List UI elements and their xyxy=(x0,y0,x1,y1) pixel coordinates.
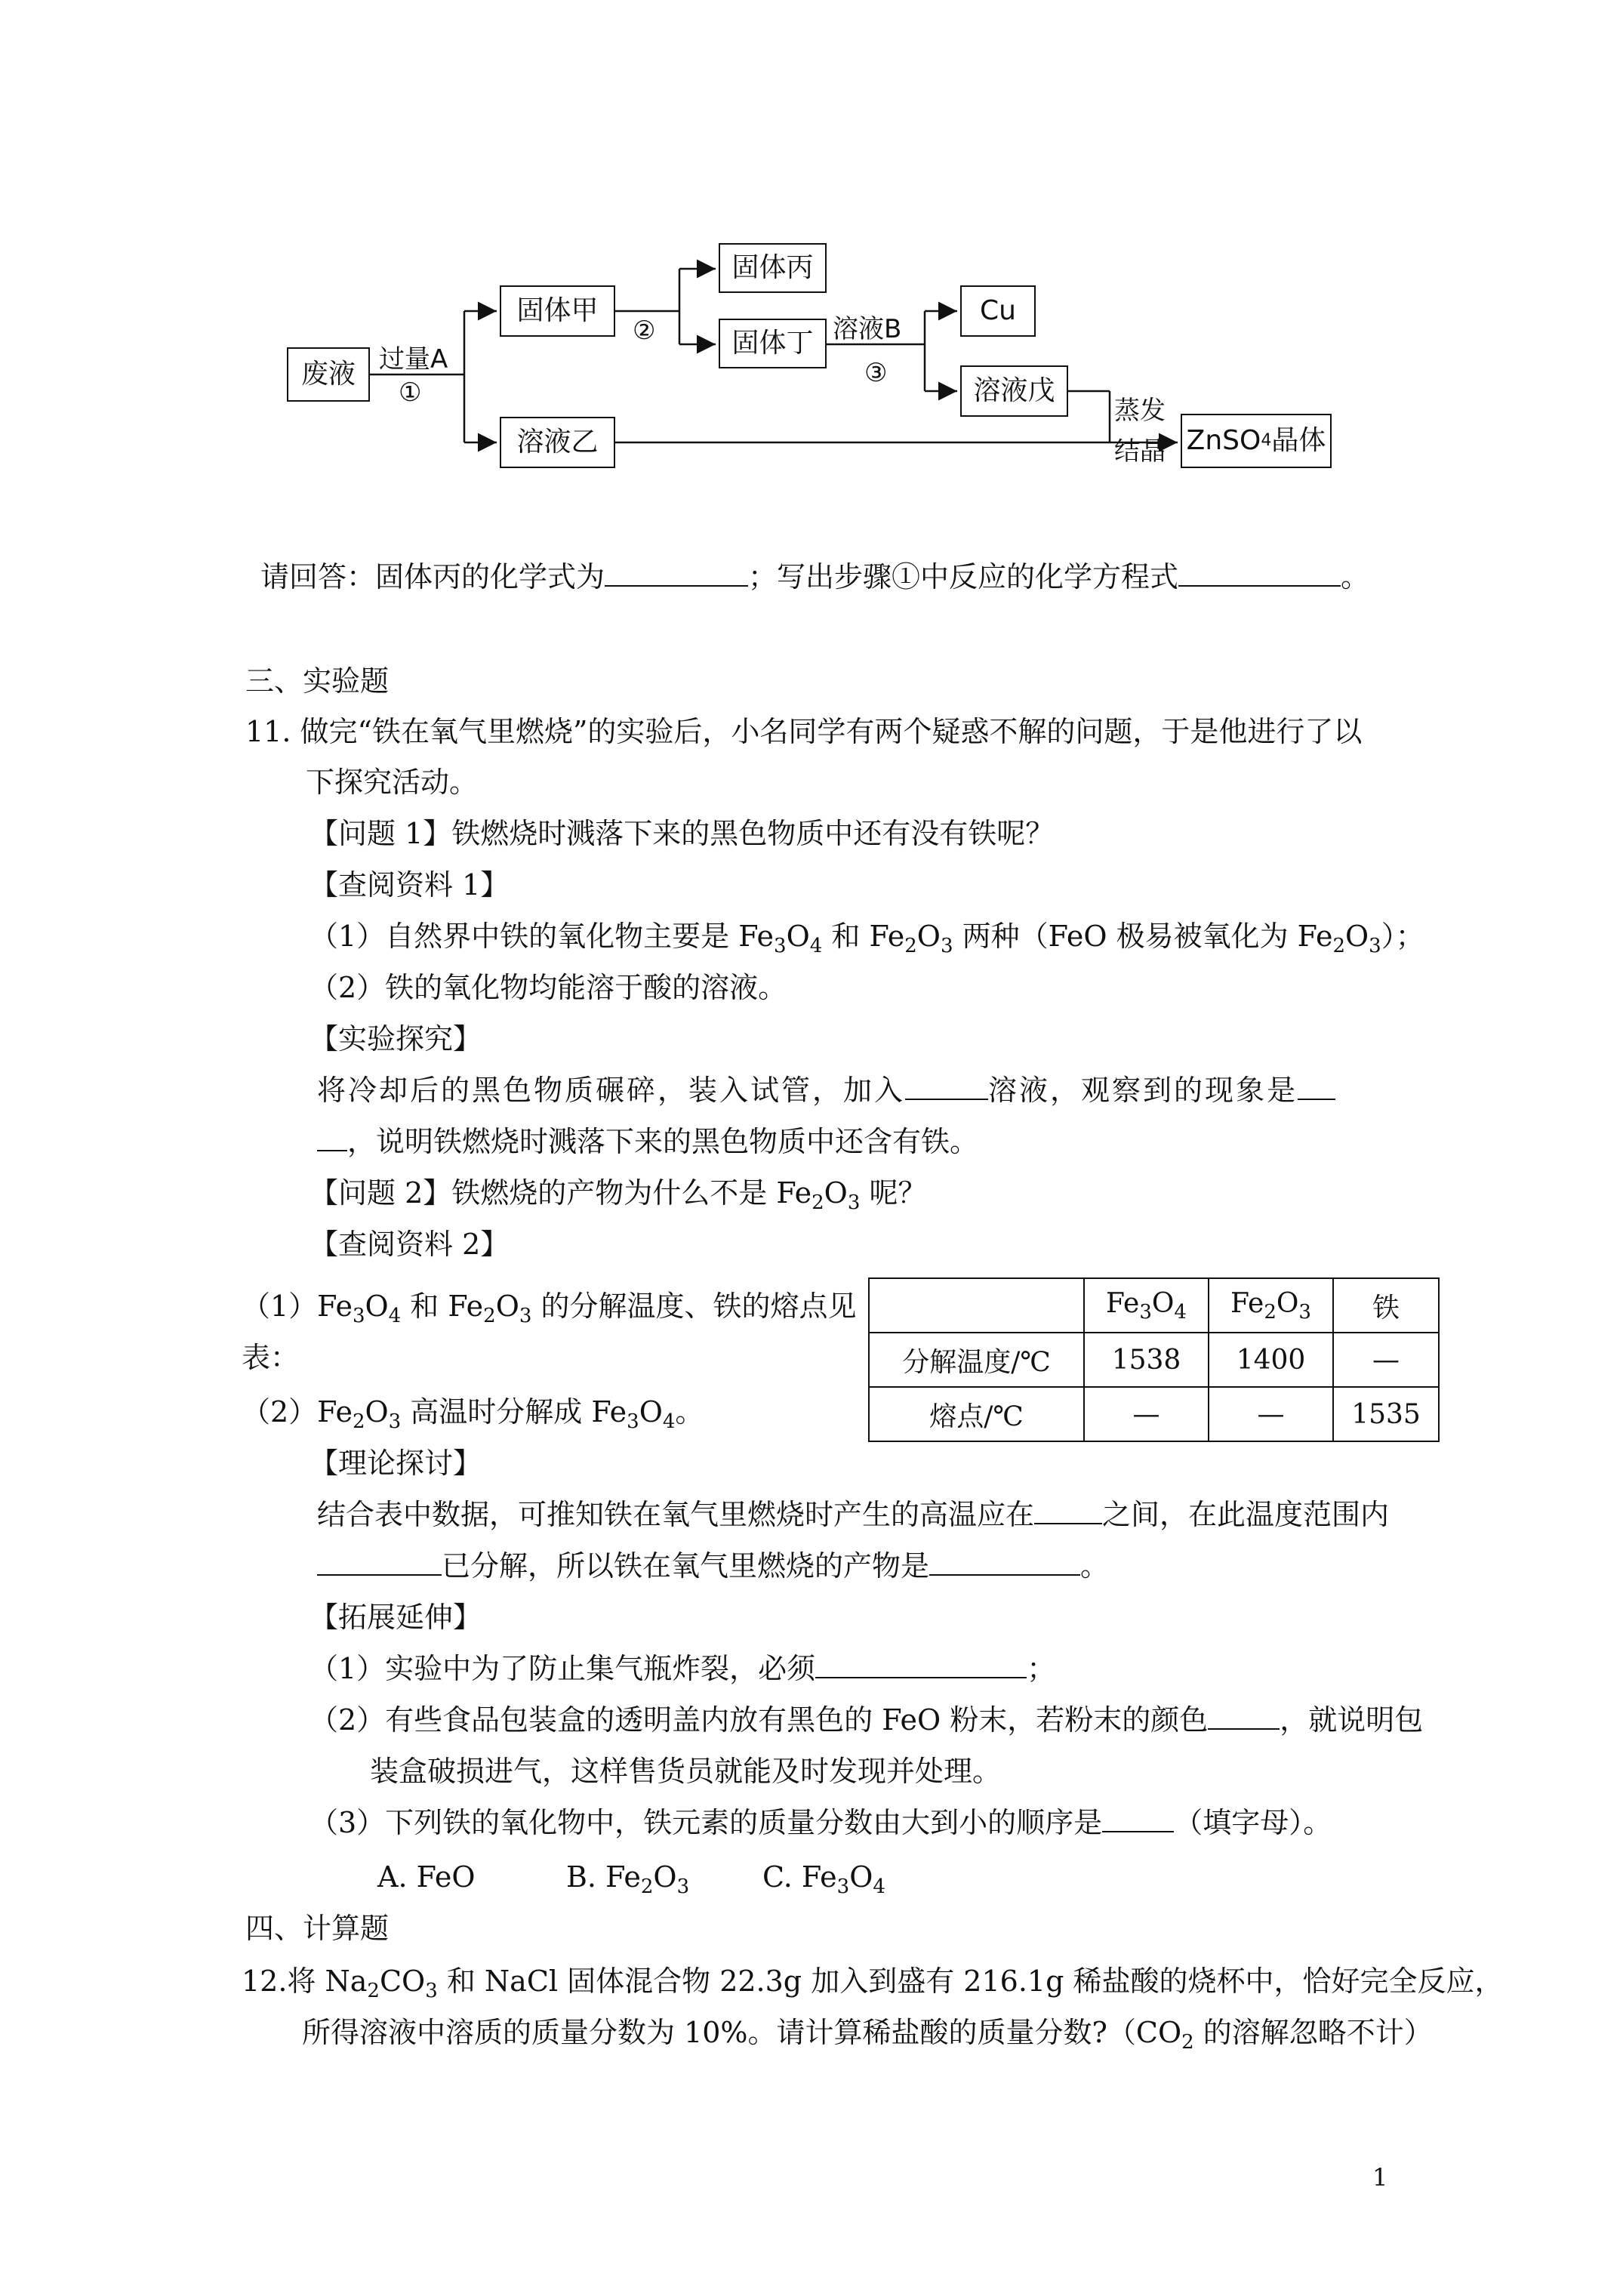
text: （1）实验中为了防止集气瓶炸裂，必须 xyxy=(310,1652,816,1685)
text: O xyxy=(916,920,941,953)
text: 溶液，观察到的现象是 xyxy=(988,1074,1298,1107)
text: O xyxy=(365,1290,389,1323)
text: 呢？ xyxy=(860,1176,927,1210)
text: ； xyxy=(1027,1652,1056,1685)
product-suffix: 晶体 xyxy=(1271,425,1326,456)
q11-theory-line1 xyxy=(317,1496,1389,1533)
answer-blank[interactable] xyxy=(1298,1073,1335,1100)
text: （2）有些食品包装盒的透明盖内放有黑色的 FeO 粉末，若粉末的颜色 xyxy=(310,1703,1209,1737)
q10-text-1: 请回答：固体丙的化学式为 xyxy=(260,560,605,593)
subscript: 3 xyxy=(836,1875,850,1898)
subscript: 2 xyxy=(640,1875,654,1898)
table-cell: 熔点/℃ xyxy=(869,1387,1084,1441)
table-row xyxy=(869,1387,1439,1441)
text: 已分解，所以铁在氧气里燃烧的产物是 xyxy=(442,1549,930,1583)
table-header-fe2o3 xyxy=(1209,1278,1333,1333)
text: 两种（FeO 极易被氧化为 Fe xyxy=(953,920,1333,953)
subscript: 4 xyxy=(662,1410,676,1433)
label-solution-b: 溶液B xyxy=(833,314,902,344)
text: O xyxy=(786,920,810,953)
q11-theory-heading: 【理论探讨】 xyxy=(310,1447,482,1480)
label-crystallize: 结晶 xyxy=(1114,436,1166,467)
subscript: 2 xyxy=(483,1305,496,1327)
q11-question-2 xyxy=(310,1175,926,1221)
table-cell: 分解温度/℃ xyxy=(869,1333,1084,1387)
q10-text-3: 。 xyxy=(1341,560,1370,593)
subscript: 3 xyxy=(774,935,787,957)
box-cu: Cu xyxy=(960,285,1036,337)
q11-extend-item3 xyxy=(310,1804,1332,1841)
text: 【问题 2】铁燃烧的产物为什么不是 Fe xyxy=(310,1176,812,1210)
text: 和 Fe xyxy=(401,1290,484,1323)
subscript: 2 xyxy=(1332,935,1345,957)
subscript: 3 xyxy=(676,1875,690,1898)
subscript: 3 xyxy=(940,935,953,957)
answer-blank[interactable] xyxy=(317,1124,347,1151)
subscript: 4 xyxy=(388,1305,402,1327)
process-flowchart xyxy=(287,227,1359,483)
subscript: 2 xyxy=(1181,2031,1194,2054)
text: （1）自然界中铁的氧化物主要是 Fe xyxy=(310,920,775,953)
table-cell: — xyxy=(1209,1387,1333,1441)
text: Fe xyxy=(1230,1287,1264,1319)
text: 将冷却后的黑色物质碾碎，装入试管，加入 xyxy=(317,1074,906,1107)
box-solution-yi: 溶液乙 xyxy=(500,417,615,468)
q11-explore-line1 xyxy=(317,1072,1335,1108)
subscript: 2 xyxy=(904,935,917,957)
answer-blank[interactable] xyxy=(815,1651,1027,1678)
q11-extend-item2 xyxy=(310,1702,1423,1738)
text: 之间，在此温度范围内 xyxy=(1102,1498,1390,1531)
text: CO xyxy=(379,1965,426,1998)
box-solid-jia: 固体甲 xyxy=(500,285,615,337)
product-subscript: 4 xyxy=(1261,431,1272,450)
subscript: 3 xyxy=(1369,935,1381,957)
q11-extend-item2-cont: 装盒破损进气，这样售货员就能及时发现并处理。 xyxy=(370,1755,1002,1788)
text: 12.将 Na xyxy=(242,1965,368,1998)
q11-extend-item1 xyxy=(310,1650,1055,1687)
answer-blank[interactable] xyxy=(317,1549,442,1576)
answer-blank[interactable] xyxy=(1102,1805,1174,1832)
q11-intro-line1: 11. 做完“铁在氧气里燃烧”的实验后，小名同学有两个疑惑不解的问题，于是他进行了以 xyxy=(245,715,1363,748)
answer-blank[interactable] xyxy=(1034,1497,1102,1524)
text: O xyxy=(824,1176,848,1210)
label-step-2: ② xyxy=(633,316,656,346)
answer-blank[interactable] xyxy=(1178,559,1341,587)
text: （3）下列铁的氧化物中，铁元素的质量分数由大到小的顺序是 xyxy=(310,1806,1103,1839)
text: 高温时分解成 Fe xyxy=(401,1395,627,1428)
answer-blank[interactable] xyxy=(905,1073,988,1100)
q11-theory-line2 xyxy=(317,1548,1109,1584)
text: O xyxy=(1151,1287,1175,1319)
q11-intro-line2: 下探究活动。 xyxy=(306,766,479,799)
subscript: 4 xyxy=(873,1875,885,1898)
subscript: 3 xyxy=(627,1410,639,1433)
subscript: 3 xyxy=(425,1980,438,2002)
text: 的溶解忽略不计） xyxy=(1193,2016,1433,2049)
text: B. Fe xyxy=(566,1860,641,1894)
properties-table xyxy=(868,1277,1440,1442)
section-heading-experiment: 三、实验题 xyxy=(245,664,390,698)
option-c[interactable] xyxy=(762,1859,885,1905)
page-number: 1 xyxy=(1372,2163,1388,2192)
subscript: 3 xyxy=(352,1305,365,1327)
subscript: 2 xyxy=(1264,1300,1277,1324)
table-cell: 1538 xyxy=(1084,1333,1209,1387)
table-header-empty xyxy=(869,1278,1084,1333)
label-evaporate: 蒸发 xyxy=(1114,396,1166,426)
q11-ref2-item1-cont: 表： xyxy=(242,1341,300,1374)
q11-reference-1: 【查阅资料 1】 xyxy=(310,868,510,901)
label-step-1: ① xyxy=(399,378,422,408)
box-solid-ding: 固体丁 xyxy=(719,319,827,368)
text: O xyxy=(639,1395,663,1428)
answer-blank[interactable] xyxy=(605,559,748,587)
q11-explore-heading: 【实验探究】 xyxy=(310,1022,482,1056)
text: O xyxy=(849,1860,873,1894)
text: 。 xyxy=(1080,1549,1110,1583)
option-b[interactable] xyxy=(566,1859,689,1905)
text: C. Fe xyxy=(762,1860,837,1894)
q11-extend-heading: 【拓展延伸】 xyxy=(310,1601,482,1634)
label-step-3: ③ xyxy=(864,358,888,388)
section-heading-calculation: 四、计算题 xyxy=(245,1912,390,1945)
q11-ref2-item2 xyxy=(242,1394,704,1440)
table-cell: — xyxy=(1084,1387,1209,1441)
text: （1）Fe xyxy=(242,1290,353,1323)
text: Fe xyxy=(1106,1287,1140,1319)
answer-blank[interactable] xyxy=(929,1549,1080,1576)
box-solution-wu: 溶液戊 xyxy=(960,365,1068,417)
q11-question-1: 【问题 1】铁燃烧时溅落下来的黑色物质中还有没有铁呢？ xyxy=(310,817,1055,850)
subscript: 3 xyxy=(388,1410,402,1433)
box-waste-liquid: 废液 xyxy=(287,347,370,402)
text: O xyxy=(1276,1287,1299,1319)
answer-blank[interactable] xyxy=(1208,1703,1280,1730)
q11-ref1-item2: （2）铁的氧化物均能溶于酸的溶液。 xyxy=(310,971,787,1004)
text: 和 NaCl 固体混合物 22.3g 加入到盛有 216.1g 稀盐酸的烧杯中，恰好完全反应， xyxy=(437,1965,1504,1998)
box-solid-bing: 固体丙 xyxy=(719,243,827,293)
table-row xyxy=(869,1333,1439,1387)
q12-line2 xyxy=(302,2014,1433,2060)
subscript: 2 xyxy=(367,1980,380,2002)
subscript: 4 xyxy=(1174,1300,1187,1324)
subscript: 2 xyxy=(812,1191,824,1214)
table-header-row xyxy=(869,1278,1439,1333)
q11-ref1-item1 xyxy=(310,918,1424,964)
q11-ref2-item1 xyxy=(242,1288,857,1334)
text: 结合表中数据，可推知铁在氧气里燃烧时产生的高温应在 xyxy=(317,1498,1035,1531)
subscript: 3 xyxy=(1298,1300,1311,1324)
q11-reference-2: 【查阅资料 2】 xyxy=(310,1228,510,1261)
text: ，就说明包 xyxy=(1280,1703,1424,1737)
table-cell: 1535 xyxy=(1333,1387,1439,1441)
text: ）； xyxy=(1381,920,1424,953)
option-a[interactable]: A. FeO xyxy=(377,1860,476,1894)
text: 。 xyxy=(675,1395,704,1428)
table-cell: — xyxy=(1333,1333,1439,1387)
q10-text-2: ；写出步骤①中反应的化学方程式 xyxy=(748,560,1179,593)
q10-answer-line xyxy=(260,559,1369,595)
table-header-fe3o4 xyxy=(1084,1278,1209,1333)
text: 和 Fe xyxy=(822,920,905,953)
subscript: 3 xyxy=(847,1191,861,1214)
text: 的分解温度、铁的熔点见 xyxy=(531,1290,857,1323)
subscript: 2 xyxy=(352,1410,365,1433)
text: O xyxy=(495,1290,519,1323)
text: （2）Fe xyxy=(242,1395,353,1428)
table-cell: 1400 xyxy=(1209,1333,1333,1387)
text: O xyxy=(1344,920,1369,953)
subscript: 4 xyxy=(809,935,823,957)
q11-explore-line2 xyxy=(317,1123,978,1160)
text: O xyxy=(365,1395,389,1428)
text: 所得溶液中溶质的质量分数为 10%。请计算稀盐酸的质量分数?（CO xyxy=(302,2016,1182,2049)
text: O xyxy=(653,1860,677,1894)
text: （填字母）。 xyxy=(1174,1806,1332,1839)
table-header-iron: 铁 xyxy=(1333,1278,1439,1333)
q12-line1 xyxy=(242,1963,1504,2009)
label-excess-a: 过量A xyxy=(379,344,448,374)
subscript: 3 xyxy=(1139,1300,1152,1324)
subscript: 3 xyxy=(519,1305,532,1327)
product-formula: ZnSO xyxy=(1186,425,1261,456)
box-product-znso4 xyxy=(1181,414,1332,468)
text: ，说明铁燃烧时溅落下来的黑色物质中还含有铁。 xyxy=(347,1125,979,1158)
